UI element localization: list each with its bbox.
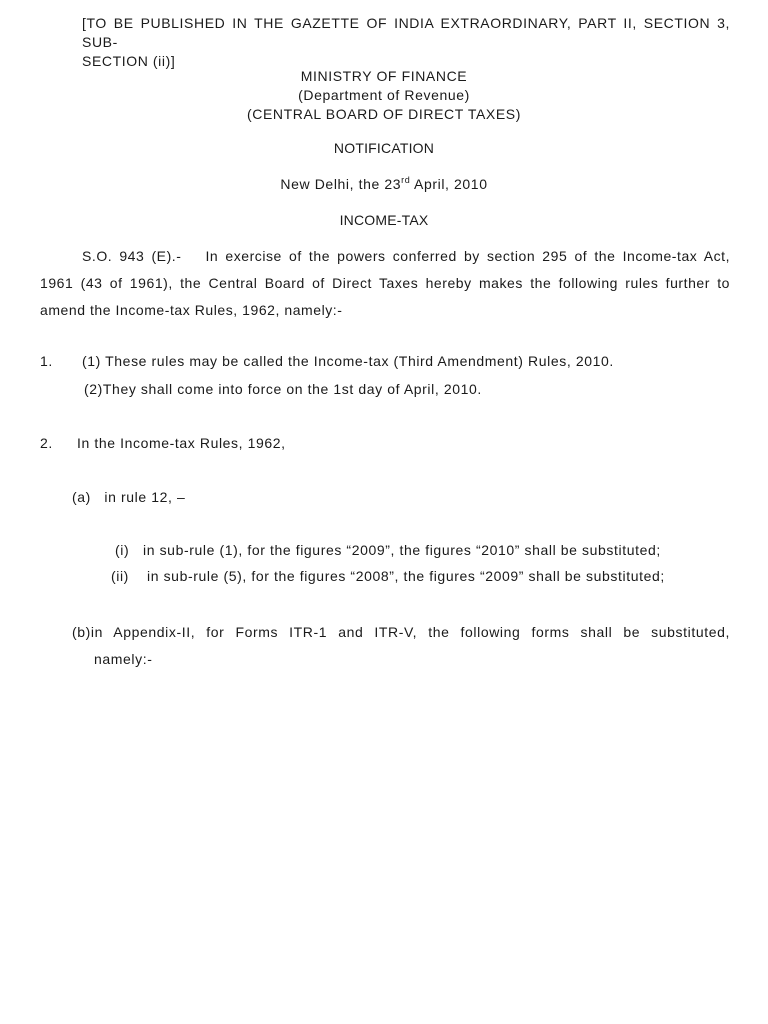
preamble-line1-text: In exercise of the powers conferred by section 295 of the Income-tax Act, [205, 248, 731, 264]
item-i-text: in sub-rule (1), for the figures “2009”, the figures “2010” shall be substituted; [143, 542, 661, 558]
item-i-number: (i) [115, 542, 130, 558]
dateline-rest: April, 2010 [410, 176, 488, 192]
rule1-number: 1. [40, 353, 53, 369]
dateline-prefix: New Delhi, the 23 [280, 176, 402, 192]
dateline-ordinal: rd [401, 175, 411, 185]
so-number: S.O. 943 (E).- [82, 248, 182, 264]
clause-b-line1: (b)in Appendix-II, for Forms ITR-1 and ITR-V, the following forms shall be substituted, [72, 624, 730, 640]
preamble-line1 [40, 243, 730, 270]
preamble-line2: 1961 (43 of 1961), the Central Board of Direct Taxes hereby makes the following rules further to [40, 275, 730, 291]
clause-b-line2: namely:- [94, 651, 153, 667]
dateline [0, 176, 768, 192]
rule1-sub2: (2)They shall come into force on the 1st day of April, 2010. [84, 381, 482, 397]
department-name: (Department of Revenue) [298, 87, 470, 103]
clause-a: (a) in rule 12, – [72, 489, 186, 505]
item-ii-text: in sub-rule (5), for the figures “2008”, the figures “2009” shall be substituted; [147, 568, 665, 584]
subject-heading: INCOME-TAX [339, 212, 429, 228]
gazette-header-line1: [TO BE PUBLISHED IN THE GAZETTE OF INDIA EXTRAORDINARY, PART II, SECTION 3, SUB- [82, 15, 730, 50]
preamble [40, 243, 730, 324]
preamble-line3: amend the Income-tax Rules, 1962, namely:- [40, 302, 343, 318]
ministry-name: MINISTRY OF FINANCE [300, 68, 468, 84]
item-ii-number: (ii) [111, 568, 129, 584]
notification-title: NOTIFICATION [333, 140, 435, 156]
clause-b [72, 619, 730, 673]
gazette-header [82, 14, 730, 71]
rule2-text: In the Income-tax Rules, 1962, [77, 435, 286, 451]
rule2-number: 2. [40, 435, 53, 451]
board-name: (CENTRAL BOARD OF DIRECT TAXES) [246, 106, 521, 122]
gazette-header-line2: SECTION (ii)] [82, 53, 176, 69]
rule1-sub1: (1) These rules may be called the Income-tax (Third Amendment) Rules, 2010. [82, 353, 614, 369]
